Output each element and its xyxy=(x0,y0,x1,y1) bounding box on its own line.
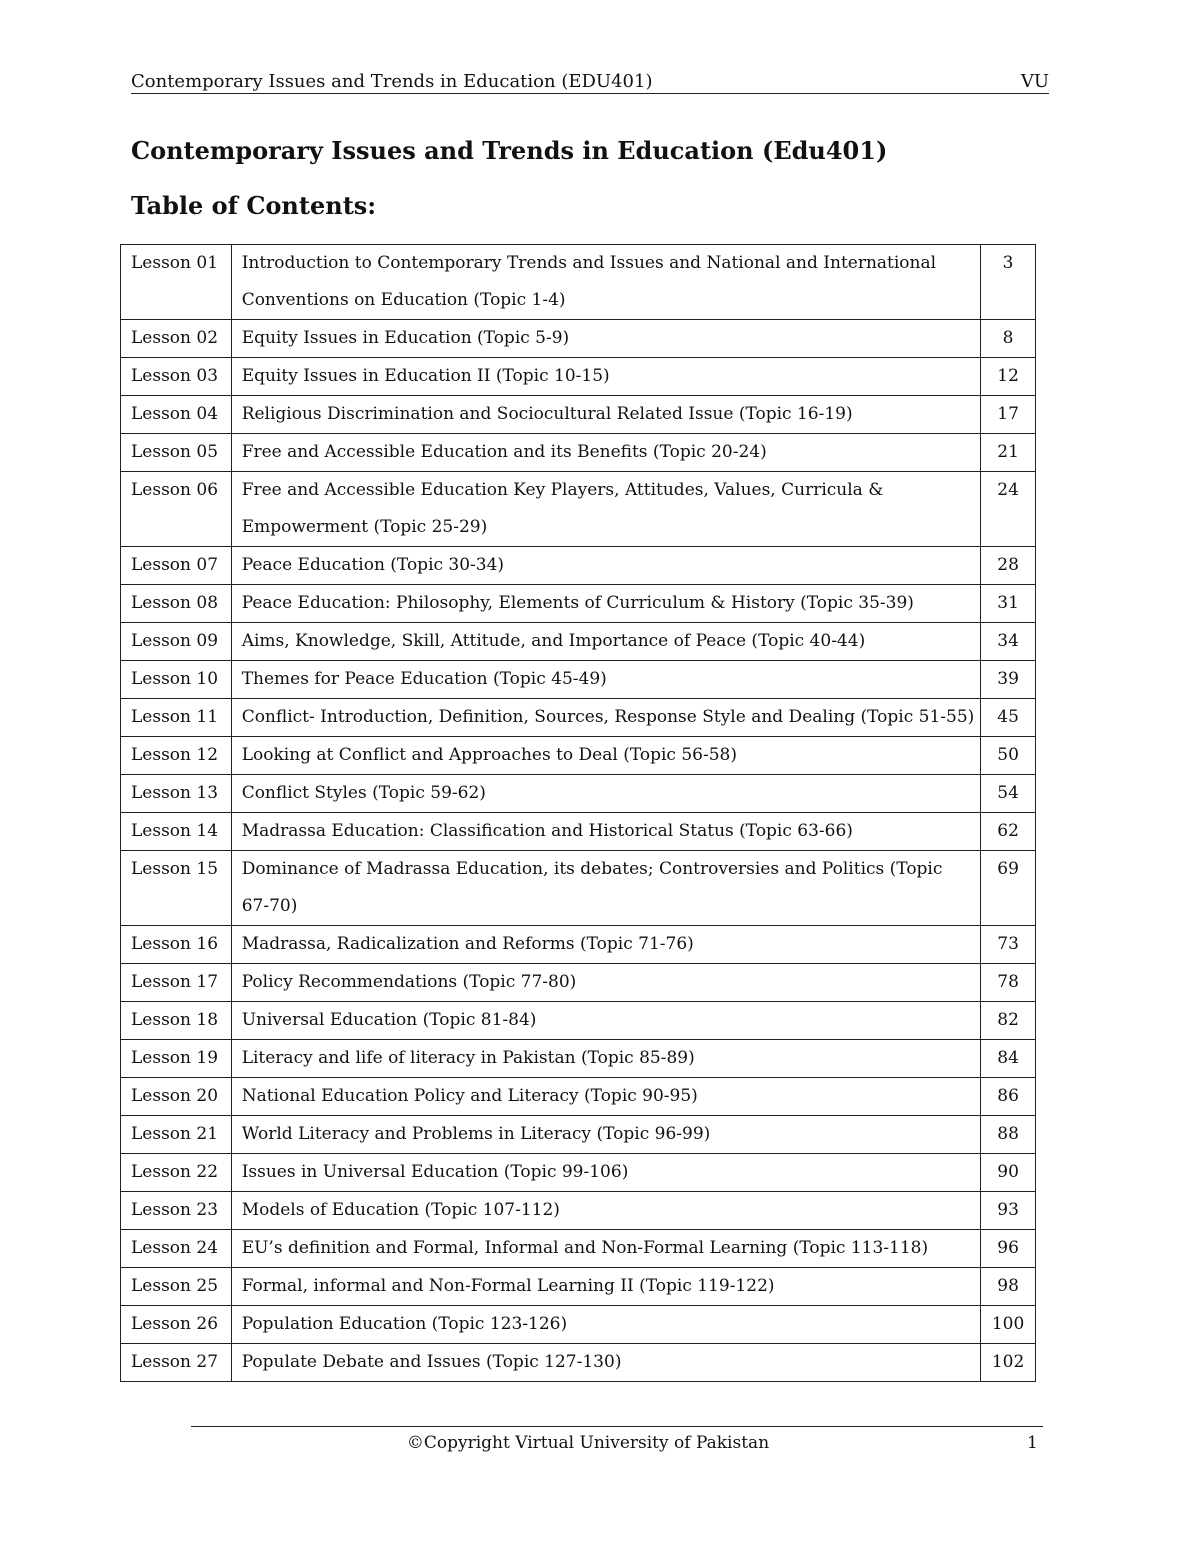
toc-heading: Table of Contents: xyxy=(131,191,377,220)
toc-page-cell: 50 xyxy=(981,737,1036,775)
toc-row xyxy=(121,1078,1036,1116)
toc-page-cell: 102 xyxy=(981,1344,1036,1382)
toc-topic-cell: Policy Recommendations (Topic 77-80) xyxy=(231,964,980,1002)
toc-page-cell: 78 xyxy=(981,964,1036,1002)
toc-row xyxy=(121,245,1036,320)
toc-page-cell: 82 xyxy=(981,1002,1036,1040)
toc-lesson-cell: Lesson 11 xyxy=(121,699,232,737)
toc-lesson-cell: Lesson 23 xyxy=(121,1192,232,1230)
toc-row xyxy=(121,585,1036,623)
toc-lesson-cell: Lesson 22 xyxy=(121,1154,232,1192)
header-course-title: Contemporary Issues and Trends in Education (EDU401) xyxy=(131,71,653,92)
toc-lesson-cell: Lesson 07 xyxy=(121,547,232,585)
toc-topic-cell: Free and Accessible Education and its Benefits (Topic 20-24) xyxy=(231,434,980,472)
toc-lesson-cell: Lesson 08 xyxy=(121,585,232,623)
toc-topic-cell: World Literacy and Problems in Literacy (Topic 96-99) xyxy=(231,1116,980,1154)
toc-lesson-cell: Lesson 20 xyxy=(121,1078,232,1116)
toc-row xyxy=(121,699,1036,737)
toc-row xyxy=(121,396,1036,434)
toc-lesson-cell: Lesson 04 xyxy=(121,396,232,434)
toc-topic-cell: Dominance of Madrassa Education, its debates; Controversies and Politics (Topic 67-70) xyxy=(231,851,980,926)
toc-lesson-cell: Lesson 19 xyxy=(121,1040,232,1078)
toc-lesson-cell: Lesson 21 xyxy=(121,1116,232,1154)
toc-lesson-cell: Lesson 10 xyxy=(121,661,232,699)
toc-lesson-cell: Lesson 15 xyxy=(121,851,232,926)
toc-topic-cell: Free and Accessible Education Key Players, Attitudes, Values, Curricula & Empowerment (Topic 25-29) xyxy=(231,472,980,547)
toc-row xyxy=(121,1154,1036,1192)
toc-row xyxy=(121,1040,1036,1078)
toc-topic-cell: Conflict- Introduction, Definition, Sources, Response Style and Dealing (Topic 51-55) xyxy=(231,699,980,737)
toc-row xyxy=(121,1268,1036,1306)
toc-lesson-cell: Lesson 05 xyxy=(121,434,232,472)
toc-row xyxy=(121,320,1036,358)
toc-topic-cell: Issues in Universal Education (Topic 99-106) xyxy=(231,1154,980,1192)
toc-row xyxy=(121,472,1036,547)
toc-page-cell: 96 xyxy=(981,1230,1036,1268)
footer-page-number: 1 xyxy=(1027,1433,1038,1453)
toc-lesson-cell: Lesson 18 xyxy=(121,1002,232,1040)
document-title: Contemporary Issues and Trends in Education (Edu401) xyxy=(131,136,888,165)
toc-row xyxy=(121,1192,1036,1230)
footer-divider xyxy=(191,1426,1043,1427)
toc-page-cell: 69 xyxy=(981,851,1036,926)
toc-page-cell: 8 xyxy=(981,320,1036,358)
toc-page-cell: 39 xyxy=(981,661,1036,699)
toc-page-cell: 12 xyxy=(981,358,1036,396)
toc-row xyxy=(121,737,1036,775)
table-of-contents xyxy=(120,244,1036,1382)
toc-topic-cell: Equity Issues in Education II (Topic 10-15) xyxy=(231,358,980,396)
toc-page-cell: 86 xyxy=(981,1078,1036,1116)
toc-row xyxy=(121,926,1036,964)
page-header xyxy=(131,71,1049,94)
header-institution: VU xyxy=(1020,71,1049,92)
toc-body xyxy=(121,245,1036,1382)
toc-topic-cell: National Education Policy and Literacy (Topic 90-95) xyxy=(231,1078,980,1116)
toc-lesson-cell: Lesson 13 xyxy=(121,775,232,813)
footer-copyright: ©Copyright Virtual University of Pakistan xyxy=(406,1433,770,1453)
toc-lesson-cell: Lesson 26 xyxy=(121,1306,232,1344)
toc-topic-cell: Population Education (Topic 123-126) xyxy=(231,1306,980,1344)
toc-page-cell: 3 xyxy=(981,245,1036,320)
toc-topic-cell: Aims, Knowledge, Skill, Attitude, and Importance of Peace (Topic 40-44) xyxy=(231,623,980,661)
toc-page-cell: 45 xyxy=(981,699,1036,737)
toc-topic-cell: Literacy and life of literacy in Pakistan (Topic 85-89) xyxy=(231,1040,980,1078)
toc-lesson-cell: Lesson 01 xyxy=(121,245,232,320)
toc-topic-cell: Peace Education (Topic 30-34) xyxy=(231,547,980,585)
toc-row xyxy=(121,1116,1036,1154)
toc-topic-cell: Looking at Conflict and Approaches to Deal (Topic 56-58) xyxy=(231,737,980,775)
toc-topic-cell: Peace Education: Philosophy, Elements of Curriculum & History (Topic 35-39) xyxy=(231,585,980,623)
toc-page-cell: 90 xyxy=(981,1154,1036,1192)
toc-page-cell: 100 xyxy=(981,1306,1036,1344)
toc-row xyxy=(121,964,1036,1002)
toc-topic-cell: Equity Issues in Education (Topic 5-9) xyxy=(231,320,980,358)
toc-topic-cell: Religious Discrimination and Sociocultural Related Issue (Topic 16-19) xyxy=(231,396,980,434)
toc-topic-cell: Conflict Styles (Topic 59-62) xyxy=(231,775,980,813)
toc-page-cell: 54 xyxy=(981,775,1036,813)
toc-topic-cell: Madrassa, Radicalization and Reforms (Topic 71-76) xyxy=(231,926,980,964)
toc-topic-cell: Formal, informal and Non-Formal Learning II (Topic 119-122) xyxy=(231,1268,980,1306)
toc-topic-cell: Madrassa Education: Classification and Historical Status (Topic 63-66) xyxy=(231,813,980,851)
toc-lesson-cell: Lesson 12 xyxy=(121,737,232,775)
toc-page-cell: 93 xyxy=(981,1192,1036,1230)
toc-row xyxy=(121,661,1036,699)
toc-page-cell: 88 xyxy=(981,1116,1036,1154)
toc-topic-cell: Introduction to Contemporary Trends and Issues and National and International Conventions on Education (Topic 1-4) xyxy=(231,245,980,320)
toc-row xyxy=(121,775,1036,813)
toc-page-cell: 98 xyxy=(981,1268,1036,1306)
toc-row xyxy=(121,623,1036,661)
toc-lesson-cell: Lesson 27 xyxy=(121,1344,232,1382)
toc-page-cell: 34 xyxy=(981,623,1036,661)
toc-lesson-cell: Lesson 03 xyxy=(121,358,232,396)
toc-topic-cell: Themes for Peace Education (Topic 45-49) xyxy=(231,661,980,699)
toc-page-cell: 31 xyxy=(981,585,1036,623)
toc-page-cell: 84 xyxy=(981,1040,1036,1078)
toc-row xyxy=(121,1306,1036,1344)
toc-row xyxy=(121,1002,1036,1040)
toc-lesson-cell: Lesson 17 xyxy=(121,964,232,1002)
toc-page-cell: 28 xyxy=(981,547,1036,585)
toc-lesson-cell: Lesson 14 xyxy=(121,813,232,851)
toc-row xyxy=(121,358,1036,396)
toc-page-cell: 62 xyxy=(981,813,1036,851)
toc-page-cell: 21 xyxy=(981,434,1036,472)
toc-page-cell: 24 xyxy=(981,472,1036,547)
toc-topic-cell: EU’s definition and Formal, Informal and Non-Formal Learning (Topic 113-118) xyxy=(231,1230,980,1268)
toc-lesson-cell: Lesson 09 xyxy=(121,623,232,661)
toc-row xyxy=(121,851,1036,926)
toc-lesson-cell: Lesson 16 xyxy=(121,926,232,964)
toc-row xyxy=(121,434,1036,472)
toc-row xyxy=(121,547,1036,585)
toc-row xyxy=(121,813,1036,851)
toc-page-cell: 73 xyxy=(981,926,1036,964)
toc-topic-cell: Models of Education (Topic 107-112) xyxy=(231,1192,980,1230)
toc-topic-cell: Universal Education (Topic 81-84) xyxy=(231,1002,980,1040)
toc-lesson-cell: Lesson 24 xyxy=(121,1230,232,1268)
toc-row xyxy=(121,1344,1036,1382)
toc-lesson-cell: Lesson 25 xyxy=(121,1268,232,1306)
toc-page-cell: 17 xyxy=(981,396,1036,434)
toc-lesson-cell: Lesson 02 xyxy=(121,320,232,358)
toc-topic-cell: Populate Debate and Issues (Topic 127-130) xyxy=(231,1344,980,1382)
toc-lesson-cell: Lesson 06 xyxy=(121,472,232,547)
toc-row xyxy=(121,1230,1036,1268)
